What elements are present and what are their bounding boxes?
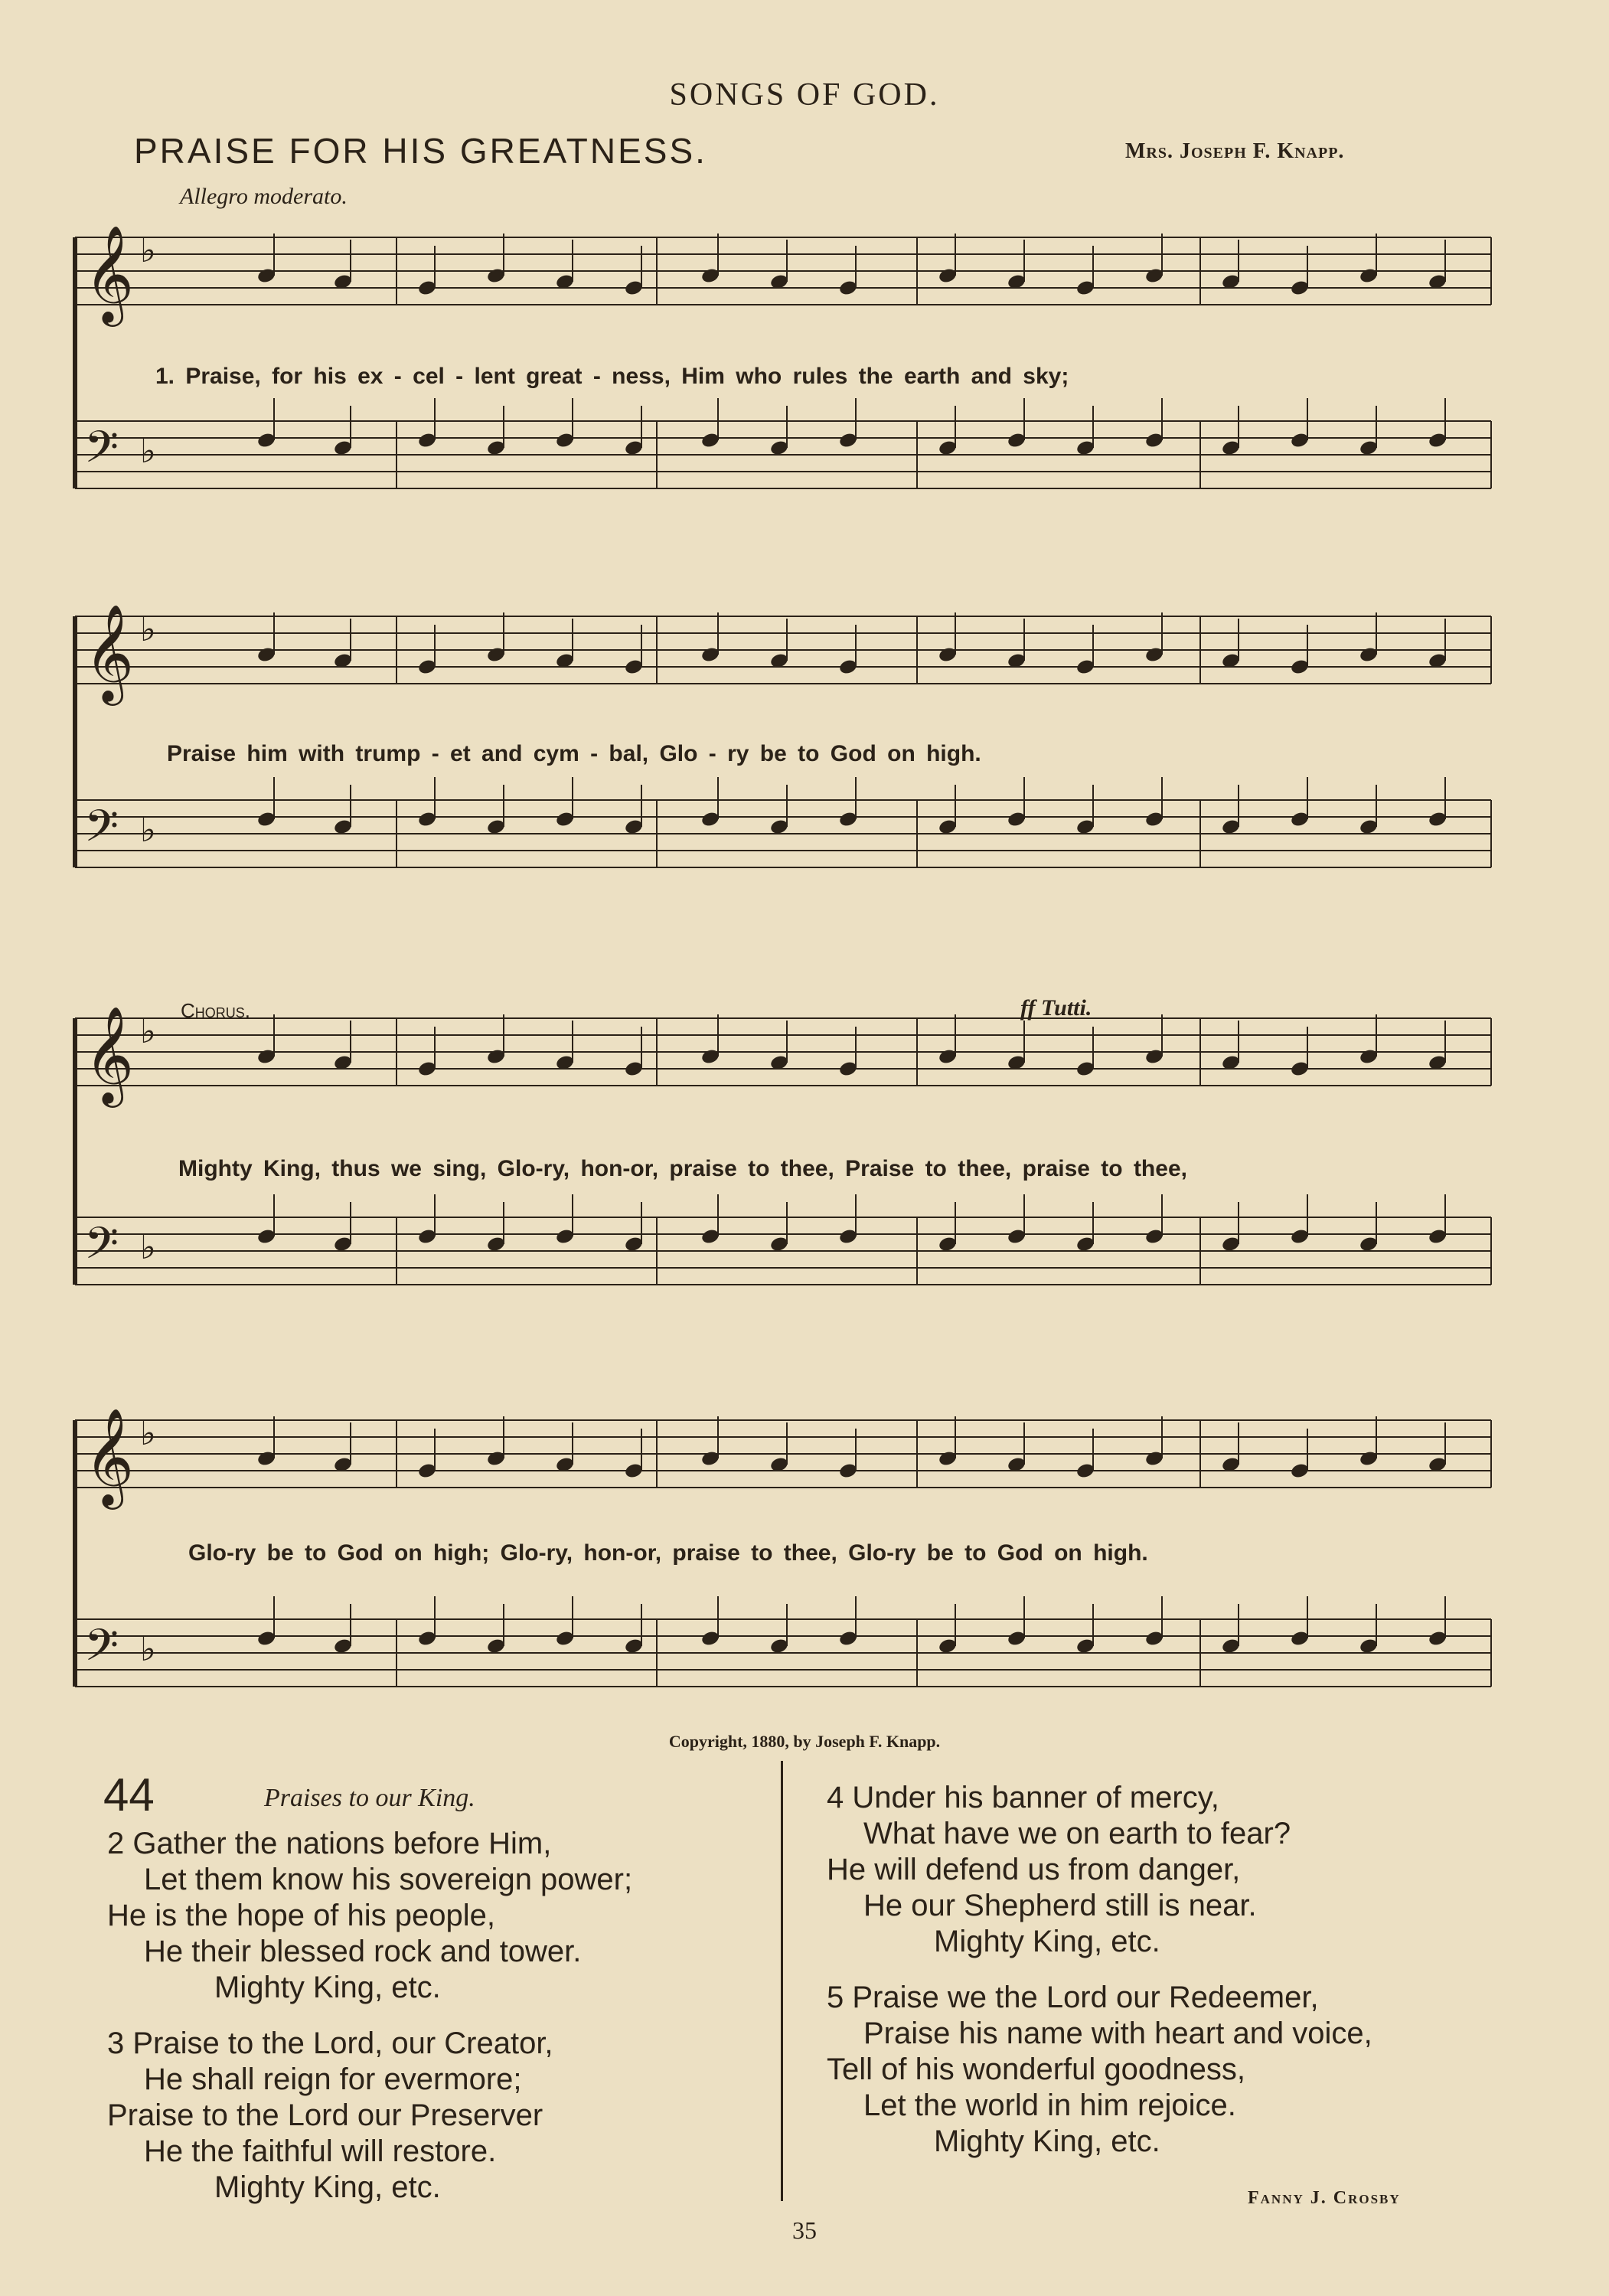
flat-key-signature-icon: ♭	[140, 1228, 156, 1267]
stanza-gap	[107, 2006, 632, 2026]
verse-line: He will defend us from danger,	[827, 1853, 1241, 1886]
verse-line: Mighty King, etc.	[934, 1925, 1160, 1958]
flat-key-signature-icon: ♭	[140, 1630, 156, 1669]
flat-key-signature-icon: ♭	[140, 811, 156, 850]
composer: Mrs. Joseph F. Knapp.	[1125, 139, 1345, 163]
flat-key-signature-icon: ♭	[140, 610, 156, 649]
verse-line: Praise his name with heart and voice,	[863, 2017, 1372, 2050]
music-system	[67, 1397, 1499, 1719]
copyright: Copyright, 1880, by Joseph F. Knapp.	[668, 1732, 941, 1751]
verse-line: Let them know his sovereign power;	[144, 1863, 633, 1896]
verses-right-column	[827, 1780, 1372, 2160]
chorus-label: Chorus.	[181, 999, 251, 1022]
flat-key-signature-icon: ♭	[140, 1414, 156, 1453]
treble-clef: 𝄞	[84, 1005, 135, 1103]
dynamic-marking: ff Tutti.	[1020, 995, 1092, 1021]
bass-clef: 𝄢	[84, 1217, 119, 1280]
verse-line: 2 Gather the nations before Him,	[107, 1827, 552, 1860]
song-title: PRAISE FOR HIS GREATNESS.	[134, 131, 707, 171]
lyric-line: Praise him with trump - et and cym - bal, Glo - ry be to God on high.	[167, 741, 981, 766]
verse-line: Let the world in him rejoice.	[863, 2089, 1236, 2122]
hymn-subtitle: Praises to our King.	[264, 1784, 475, 1812]
verse-line: 3 Praise to the Lord, our Creator,	[107, 2027, 553, 2060]
verse-line: He our Shepherd still is near.	[863, 1889, 1257, 1922]
stanza-gap	[827, 1960, 1372, 1980]
verse-line: He is the hope of his people,	[107, 1899, 496, 1932]
page-header: SONGS OF GOD.	[669, 77, 940, 113]
bass-clef: 𝄢	[84, 800, 119, 863]
flat-key-signature-icon: ♭	[140, 432, 156, 471]
music-system	[67, 214, 1499, 521]
verse-line: What have we on earth to fear?	[863, 1817, 1291, 1850]
tempo-marking: Allegro moderato.	[180, 184, 348, 209]
lyric-line: 1. Praise, for his ex - cel - lent great - ness, Him who rules the earth and sky;	[155, 364, 1069, 389]
verse-line: 5 Praise we the Lord our Redeemer,	[827, 1981, 1319, 2014]
verse-line: He the faithful will restore.	[144, 2134, 497, 2168]
verse-line: Mighty King, etc.	[214, 2170, 441, 2204]
verse-line: Mighty King, etc.	[934, 2125, 1160, 2158]
verse-line: He shall reign for evermore;	[144, 2062, 522, 2096]
verse-line: Praise to the Lord our Preserver	[107, 2098, 543, 2132]
verses-left-column	[107, 1826, 632, 2206]
verse-line: 4 Under his banner of mercy,	[827, 1781, 1219, 1814]
column-divider	[781, 1761, 783, 2201]
verse-line: Tell of his wonderful goodness,	[827, 2053, 1245, 2086]
hymn-number: 44	[103, 1769, 155, 1821]
flat-key-signature-icon: ♭	[140, 1012, 156, 1051]
treble-clef: 𝄞	[84, 1407, 135, 1505]
treble-clef: 𝄞	[84, 603, 135, 701]
flat-key-signature-icon: ♭	[140, 231, 156, 270]
author: Fanny J. Crosby	[1248, 2188, 1401, 2208]
lyric-line: Mighty King, thus we sing, Glo-ry, hon-or, praise to thee, Praise to thee, praise to thee,	[178, 1156, 1187, 1181]
lyric-line: Glo-ry be to God on high; Glo-ry, hon-or, praise to thee, Glo-ry be to God on high.	[188, 1540, 1148, 1566]
music-system	[67, 995, 1499, 1317]
verse-line: He their blessed rock and tower.	[144, 1935, 582, 1968]
bass-clef: 𝄢	[84, 1619, 119, 1682]
music-system	[67, 593, 1499, 900]
bass-clef: 𝄢	[84, 421, 119, 484]
page-number: 35	[792, 2216, 817, 2244]
verse-line: Mighty King, etc.	[214, 1971, 441, 2004]
treble-clef: 𝄞	[84, 224, 135, 322]
